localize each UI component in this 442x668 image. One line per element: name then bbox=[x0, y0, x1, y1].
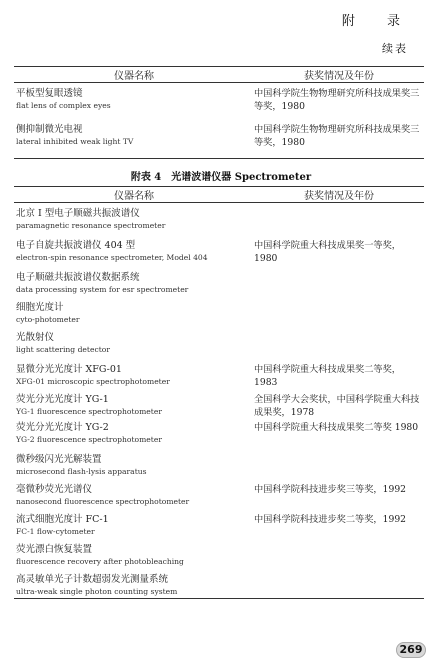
table-row bbox=[14, 539, 424, 569]
instrument-name-zh: 高灵敏单光子计数超弱发光测量系统 bbox=[16, 573, 169, 585]
instrument-name-zh: 侧抑制微光电视 bbox=[16, 123, 83, 135]
instrument-name-en: ultra-weak single photon counting system bbox=[16, 586, 178, 596]
instrument-name-zh: 流式细胞光度计 FC-1 bbox=[16, 513, 109, 525]
instrument-name-en: electron-spin resonance spectrometer, Model 404 bbox=[16, 252, 208, 262]
instrument-name-en: data processing system for esr spectrometer bbox=[16, 284, 189, 294]
instrument-name-en: YG-1 fluorescence spectrophotometer bbox=[16, 406, 162, 416]
instrument-name-zh: 微秒级闪光光解装置 bbox=[16, 453, 102, 465]
instrument-name-en: light scattering detector bbox=[16, 344, 110, 354]
award-text bbox=[252, 265, 424, 295]
instrument-name-en: flat lens of complex eyes bbox=[16, 101, 111, 110]
instrument-name-en: lateral inhibited weak light TV bbox=[16, 136, 134, 146]
table-row bbox=[14, 265, 424, 295]
column-header-name: 仪器名称 bbox=[14, 187, 252, 203]
award-text: 中国科学院生物物理研究所科技成果奖三等奖，1980 bbox=[252, 119, 424, 159]
table-row bbox=[14, 509, 424, 539]
table-row bbox=[14, 419, 424, 449]
table-row bbox=[14, 233, 424, 265]
instrument-name-zh: 荧光分光光度计 YG-2 bbox=[16, 421, 109, 433]
award-text: 中国科学院重大科技成果奖二等奖，1983 bbox=[254, 363, 401, 388]
award-table-continued bbox=[14, 66, 424, 159]
page-number: 269 bbox=[396, 642, 426, 658]
award-text: 中国科学院重大科技成果奖二等奖 1980 bbox=[254, 421, 419, 433]
table-row bbox=[14, 479, 424, 509]
award-text bbox=[252, 203, 424, 233]
instrument-name-en: XFG-01 microscopic spectrophotometer bbox=[16, 376, 170, 386]
instrument-name-zh: 荧光分光光度计 YG-1 bbox=[16, 393, 109, 405]
award-text: 中国科学院科技进步奖三等奖，1992 bbox=[254, 483, 407, 495]
instrument-name-en: microsecond flash-lysis apparatus bbox=[16, 466, 147, 476]
instrument-name-en: cyto-photometer bbox=[16, 314, 80, 324]
award-text bbox=[252, 325, 424, 355]
instrument-name-zh: 细胞光度计 bbox=[16, 301, 64, 313]
table-row bbox=[14, 325, 424, 355]
column-header-award: 获奖情况及年份 bbox=[252, 187, 424, 203]
instrument-name-en: FC-1 flow-cytometer bbox=[16, 526, 95, 536]
column-header-award: 获奖情况及年份 bbox=[252, 67, 424, 83]
award-text bbox=[252, 295, 424, 325]
award-text: 中国科学院重大科技成果奖一等奖，1980 bbox=[254, 239, 401, 264]
spectrometer-table bbox=[14, 186, 424, 599]
instrument-name-zh: 光散射仪 bbox=[16, 331, 55, 343]
table-row bbox=[14, 569, 424, 599]
table-row bbox=[14, 295, 424, 325]
instrument-name-en: paramagnetic resonance spectrometer bbox=[16, 221, 166, 230]
table-row bbox=[14, 203, 424, 233]
award-text bbox=[252, 569, 424, 599]
instrument-name-zh: 北京 I 型电子顺磁共振波谱仪 bbox=[16, 208, 140, 219]
instrument-name-en: fluorescence recovery after photobleaching bbox=[16, 556, 184, 566]
column-header-name: 仪器名称 bbox=[14, 67, 252, 83]
instrument-name-zh: 毫微秒荧光光谱仪 bbox=[16, 483, 93, 495]
instrument-name-en: nanosecond fluorescence spectrophotometer bbox=[16, 496, 190, 506]
instrument-name-en: YG-2 fluorescence spectrophotometer bbox=[16, 434, 162, 444]
table-row bbox=[14, 355, 424, 389]
table-caption: 附表 4 光谱波谱仪器 Spectrometer bbox=[130, 172, 312, 183]
instrument-name-zh: 荧光漂白恢复装置 bbox=[16, 543, 93, 555]
instrument-name-zh: 显微分光光度计 XFG-01 bbox=[16, 363, 122, 375]
running-header: 附 录 bbox=[341, 14, 414, 29]
instrument-name-zh: 平板型复眼透镜 bbox=[16, 88, 83, 99]
award-text bbox=[252, 539, 424, 569]
award-text: 中国科学院生物物理研究所科技成果奖三等奖，1980 bbox=[254, 88, 420, 112]
award-text bbox=[252, 449, 424, 479]
award-text: 全国科学大会奖状，中国科学院重大科技成果奖，1978 bbox=[254, 393, 420, 418]
table-row bbox=[14, 83, 424, 119]
table-row bbox=[14, 119, 424, 159]
instrument-name-zh: 电子顺磁共振波谱仪数据系统 bbox=[16, 271, 140, 283]
continued-label: 续表 bbox=[382, 42, 408, 55]
table-row bbox=[14, 449, 424, 479]
table-row bbox=[14, 389, 424, 419]
award-text: 中国科学院科技进步奖二等奖，1992 bbox=[254, 513, 407, 525]
instrument-name-zh: 电子自旋共振波谱仪 404 型 bbox=[16, 239, 136, 251]
